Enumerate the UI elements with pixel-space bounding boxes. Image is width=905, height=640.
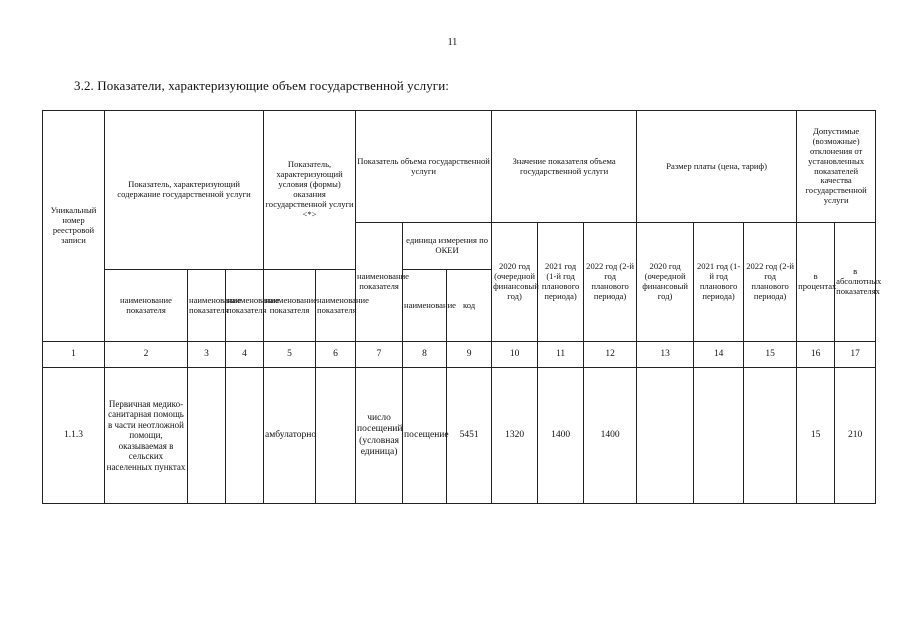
- column-number: 2: [105, 342, 188, 368]
- column-number: 1: [43, 342, 105, 368]
- cell-deviation-percent: 15: [797, 368, 835, 504]
- header-content-name-2: наименование показателя: [188, 270, 226, 342]
- column-number: 5: [264, 342, 316, 368]
- cell-content-3: [188, 368, 226, 504]
- cell-fee-2020: [637, 368, 694, 504]
- header-fee-2022: 2022 год (2-й год планового периода): [744, 223, 797, 342]
- column-number: 14: [694, 342, 744, 368]
- column-number: 7: [356, 342, 403, 368]
- cell-fee-2021: [694, 368, 744, 504]
- header-condition-name: наименование показателя: [264, 270, 316, 342]
- header-condition-indicator: Показатель, характеризующий условия (формы) оказания государственной услуги <*>: [264, 111, 356, 270]
- page-number: 11: [447, 37, 458, 48]
- header-indicator-name: наименование показателя: [356, 223, 403, 342]
- header-code: код: [447, 270, 492, 342]
- cell-value-2022: 1400: [584, 368, 637, 504]
- column-number: 6: [316, 342, 356, 368]
- cell-content-4: [226, 368, 264, 504]
- header-okei-unit: единица измерения по ОКЕИ: [403, 223, 492, 270]
- cell-deviation-absolute: 210: [835, 368, 876, 504]
- column-number: 17: [835, 342, 876, 368]
- cell-code: 5451: [447, 368, 492, 504]
- column-number: 16: [797, 342, 835, 368]
- column-number: 4: [226, 342, 264, 368]
- column-number: 15: [744, 342, 797, 368]
- header-content-indicator: Показатель, характеризующий содержание государственной услуги: [105, 111, 264, 270]
- header-deviations: Допустимые (возможные) отклонения от установленных показателей качества государственной услуги: [797, 111, 876, 223]
- cell-value-2020: 1320: [492, 368, 538, 504]
- column-number: 12: [584, 342, 637, 368]
- cell-value-2021: 1400: [538, 368, 584, 504]
- header-content-name: наименование показателя: [105, 270, 188, 342]
- header-content-name-3: наименование показателя: [226, 270, 264, 342]
- header-fee-2021: 2021 год (1-й год планового периода): [694, 223, 744, 342]
- cell-condition-6: [316, 368, 356, 504]
- header-year-2020: 2020 год (очередной финансовый год): [492, 223, 538, 342]
- header-fee-2020: 2020 год (очередной финансовый год): [637, 223, 694, 342]
- volume-indicators-table: [42, 110, 882, 504]
- column-number: 3: [188, 342, 226, 368]
- cell-condition-name: амбулаторно: [264, 368, 316, 504]
- header-absolute: в абсолютных показателях: [835, 223, 876, 342]
- section-title: 3.2. Показатели, характеризующие объем государственной услуги:: [74, 78, 449, 93]
- column-number: 13: [637, 342, 694, 368]
- column-numbers-row: [43, 342, 876, 368]
- cell-indicator-name: число посещений (условная единица): [356, 368, 403, 504]
- header-unit-name: наименование: [403, 270, 447, 342]
- header-year-2021: 2021 год (1-й год планового периода): [538, 223, 584, 342]
- column-number: 11: [538, 342, 584, 368]
- cell-unique-number: 1.1.3: [43, 368, 105, 504]
- table-row: [43, 368, 876, 504]
- header-volume-value: Значение показателя объема государственной услуги: [492, 111, 637, 223]
- column-number: 9: [447, 342, 492, 368]
- cell-content-name: Первичная медико-санитарная помощь в части неотложной помощи, оказываемая в сельских населенных пунктах: [105, 368, 188, 504]
- column-number: 8: [403, 342, 447, 368]
- header-fee-size: Размер платы (цена, тариф): [637, 111, 797, 223]
- column-number: 10: [492, 342, 538, 368]
- cell-unit-name: посещение: [403, 368, 447, 504]
- header-condition-name-2: наименование показателя: [316, 270, 356, 342]
- cell-fee-2022: [744, 368, 797, 504]
- header-volume-indicator: Показатель объема государственной услуги: [356, 111, 492, 223]
- header-percent: в процентах: [797, 223, 835, 342]
- header-unique-number: Уникальный номер реестровой записи: [43, 111, 105, 342]
- header-year-2022: 2022 год (2-й год планового периода): [584, 223, 637, 342]
